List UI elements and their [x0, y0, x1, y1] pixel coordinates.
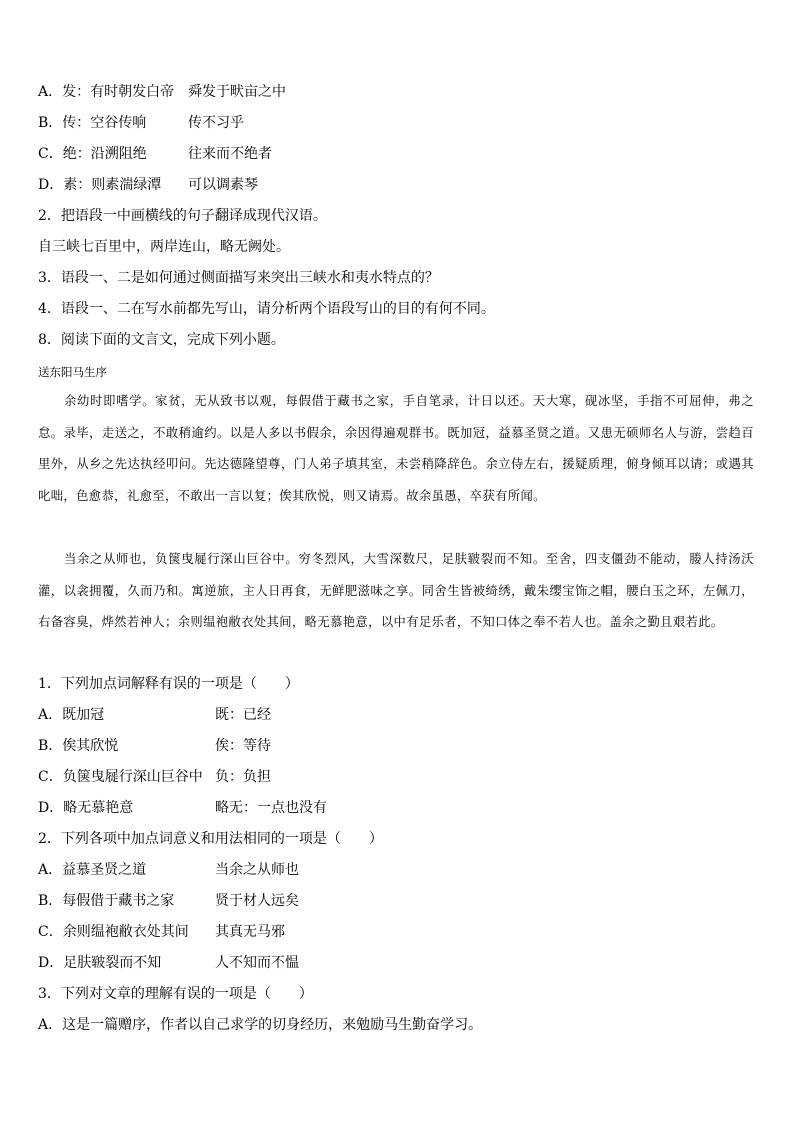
option-label: D．足肤皲裂而不知	[38, 955, 162, 971]
option-answer: 传不习乎	[188, 115, 244, 131]
option-b	[38, 113, 244, 133]
option-answer: 既：已经	[215, 707, 271, 723]
option-answer: 贤于材人远矣	[215, 893, 299, 909]
option-label: B．俟其欣悦	[38, 738, 119, 754]
question-2: 2．把语段一中画横线的句子翻译成现代汉语。	[38, 208, 327, 224]
option-label: C．绝：沿溯阻绝	[38, 146, 147, 162]
option-answer: 人不知而不愠	[215, 955, 299, 971]
option-answer: 可以调素琴	[188, 177, 258, 193]
sub1-option-c	[38, 767, 271, 787]
sub1-option-b	[38, 736, 271, 756]
sub1-option-d	[38, 798, 327, 818]
sub2-option-c	[38, 922, 285, 942]
subquestion-2: 2．下列各项中加点词意义和用法相同的一项是（ ）	[38, 831, 383, 847]
question-3: 3．语段一、二是如何通过侧面描写来突出三峡水和夷水特点的？	[38, 270, 439, 286]
option-answer: 俟：等待	[215, 738, 271, 754]
question-4: 4．语段一、二在写水前都先写山，请分析两个语段写山的目的有何不同。	[38, 301, 495, 317]
passage-paragraph-2: 当余之从师也，负箧曳屣行深山巨谷中。穷冬烈风，大雪深数尺，足肤皲裂而不知。至舍，四支僵劲不能动，媵人持汤沃灌，以衾拥覆，久而乃和。寓逆旅，主人日再食，无鲜肥滋味之享。同舍生皆被绮绣，戴朱缨宝饰之帽，腰白玉之环，左佩刀，右备容臭，烨然若神人；余则缊袍敝衣处其间，略无慕艳意，以中有足乐者，不知口体之奉不若人也。盖余之勤且艰若此。	[38, 552, 754, 629]
option-label: A．益慕圣贤之道	[38, 862, 147, 878]
option-d	[38, 175, 258, 195]
option-label: A．既加冠	[38, 707, 105, 723]
option-answer: 其真无马邪	[215, 924, 285, 940]
subquestion-3: 3．下列对文章的理解有误的一项是（ ）	[38, 986, 313, 1002]
option-answer: 略无：一点也没有	[215, 800, 327, 816]
option-answer: 当余之从师也	[215, 862, 299, 878]
option-label: B．每假借于藏书之家	[38, 893, 175, 909]
option-answer: 负：负担	[215, 769, 271, 785]
option-label: A．发：有时朝发白帝	[38, 84, 175, 100]
option-a	[38, 82, 286, 102]
option-label: D．略无慕艳意	[38, 800, 134, 816]
question-8: 8．阅读下面的文言文，完成下列小题。	[38, 332, 285, 348]
passage-paragraph-1: 余幼时即嗜学。家贫，无从致书以观，每假借于藏书之家，手自笔录，计日以还。天大寒，砚冰坚，手指不可屈伸，弗之怠。录毕，走送之，不敢稍逾约。以是人多以书假余，余因得遍观群书。既加冠，益慕圣贤之道。又患无硕师名人与游，尝趋百里外，从乡之先达执经叩问。先达德隆望尊，门人弟子填其室，未尝稍降辞色。余立侍左右，援疑质理，俯身倾耳以请；或遇其叱咄，色愈恭，礼愈至，不敢出一言以复；俟其欣悦，则又请焉。故余虽愚，卒获有所闻。	[38, 394, 754, 503]
passage-title: 送东阳马生序	[38, 365, 107, 379]
option-label: C．负箧曳屣行深山巨谷中	[38, 769, 203, 785]
sub2-option-d	[38, 953, 299, 973]
question-2-sentence: 自三峡七百里中，两岸连山，略无阙处。	[38, 239, 290, 255]
sub2-option-a	[38, 860, 299, 880]
option-answer: 舜发于畎亩之中	[188, 84, 286, 100]
subquestion-1: 1．下列加点词解释有误的一项是（ ）	[38, 676, 299, 692]
option-label: B．传：空谷传响	[38, 115, 147, 131]
sub1-option-a	[38, 705, 271, 725]
option-label: D．素：则素湍绿潭	[38, 177, 162, 193]
sub2-option-b	[38, 891, 299, 911]
option-answer: 往来而不绝者	[188, 146, 272, 162]
sub3-option-a: A．这是一篇赠序，作者以自己求学的切身经历，来勉励马生勤奋学习。	[38, 1017, 483, 1033]
option-label: C．余则缊袍敝衣处其间	[38, 924, 189, 940]
option-c	[38, 144, 272, 164]
